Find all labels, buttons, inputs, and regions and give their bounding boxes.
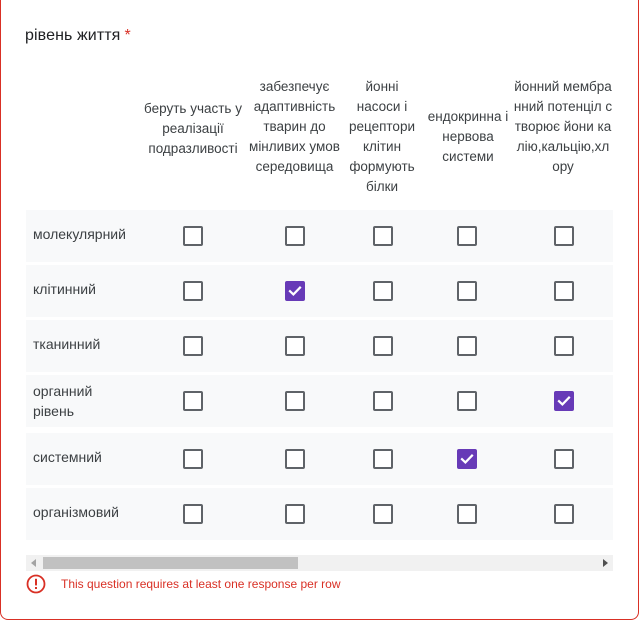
grid-row bbox=[26, 320, 613, 372]
column-header-3: йонні насоси і рецептори клітин формують білки bbox=[348, 79, 415, 194]
checkbox[interactable] bbox=[373, 226, 393, 246]
question-title bbox=[25, 27, 131, 45]
checkbox[interactable] bbox=[457, 226, 477, 246]
error-message: This question requires at least one response per row bbox=[61, 577, 341, 591]
checkbox[interactable] bbox=[554, 336, 574, 356]
checkmark-icon bbox=[556, 393, 572, 409]
checkbox[interactable] bbox=[285, 336, 305, 356]
required-asterisk: * bbox=[124, 27, 131, 44]
checkbox[interactable] bbox=[457, 504, 477, 524]
error-circle-icon bbox=[26, 574, 46, 594]
checkbox[interactable] bbox=[373, 449, 393, 469]
horizontal-scrollbar[interactable] bbox=[26, 555, 613, 571]
checkbox-checked[interactable] bbox=[285, 281, 305, 301]
row-label: органний рівень bbox=[33, 383, 93, 419]
row-label: клітинний bbox=[33, 281, 96, 297]
scroll-right-arrow-icon[interactable] bbox=[603, 559, 608, 567]
checkbox[interactable] bbox=[554, 281, 574, 301]
checkbox[interactable] bbox=[285, 504, 305, 524]
column-header-5: йонний мембранний потенціл створює йони калію,кальцію,хлору bbox=[513, 79, 613, 174]
checkbox[interactable] bbox=[183, 336, 203, 356]
row-label: молекулярний bbox=[33, 226, 126, 242]
checkbox[interactable] bbox=[373, 504, 393, 524]
checkmark-icon bbox=[459, 451, 475, 467]
column-header-4: ендокринна і нервова системи bbox=[427, 109, 509, 164]
checkmark-icon bbox=[287, 283, 303, 299]
checkbox[interactable] bbox=[457, 391, 477, 411]
scrollbar-thumb[interactable] bbox=[43, 557, 298, 569]
checkbox[interactable] bbox=[285, 226, 305, 246]
checkbox-checked[interactable] bbox=[457, 449, 477, 469]
checkbox-grid bbox=[26, 72, 613, 542]
checkbox[interactable] bbox=[373, 281, 393, 301]
grid-row bbox=[26, 488, 613, 540]
checkbox[interactable] bbox=[457, 281, 477, 301]
checkbox[interactable] bbox=[554, 504, 574, 524]
checkbox[interactable] bbox=[285, 391, 305, 411]
checkbox[interactable] bbox=[183, 226, 203, 246]
checkbox-checked[interactable] bbox=[554, 391, 574, 411]
grid-row bbox=[26, 433, 613, 485]
row-label: тканинний bbox=[33, 336, 101, 352]
grid-row bbox=[26, 210, 613, 262]
checkbox[interactable] bbox=[183, 449, 203, 469]
checkbox[interactable] bbox=[554, 449, 574, 469]
column-header-2: забезпечує адаптивність тварин до мінливих умов середовища bbox=[249, 79, 340, 174]
question-title-text: рівень життя bbox=[25, 27, 121, 44]
row-label: організмовий bbox=[33, 504, 119, 520]
scroll-left-arrow-icon[interactable] bbox=[31, 559, 36, 567]
row-label: системний bbox=[33, 449, 102, 465]
checkbox[interactable] bbox=[554, 226, 574, 246]
validation-error bbox=[26, 573, 341, 595]
checkbox[interactable] bbox=[373, 391, 393, 411]
checkbox[interactable] bbox=[373, 336, 393, 356]
checkbox[interactable] bbox=[183, 281, 203, 301]
checkbox[interactable] bbox=[457, 336, 477, 356]
checkbox[interactable] bbox=[285, 449, 305, 469]
grid-row bbox=[26, 265, 613, 317]
checkbox[interactable] bbox=[183, 504, 203, 524]
checkbox[interactable] bbox=[183, 391, 203, 411]
column-header-1: беруть участь у реалізації подразливості bbox=[144, 101, 242, 156]
grid-row bbox=[26, 375, 613, 427]
